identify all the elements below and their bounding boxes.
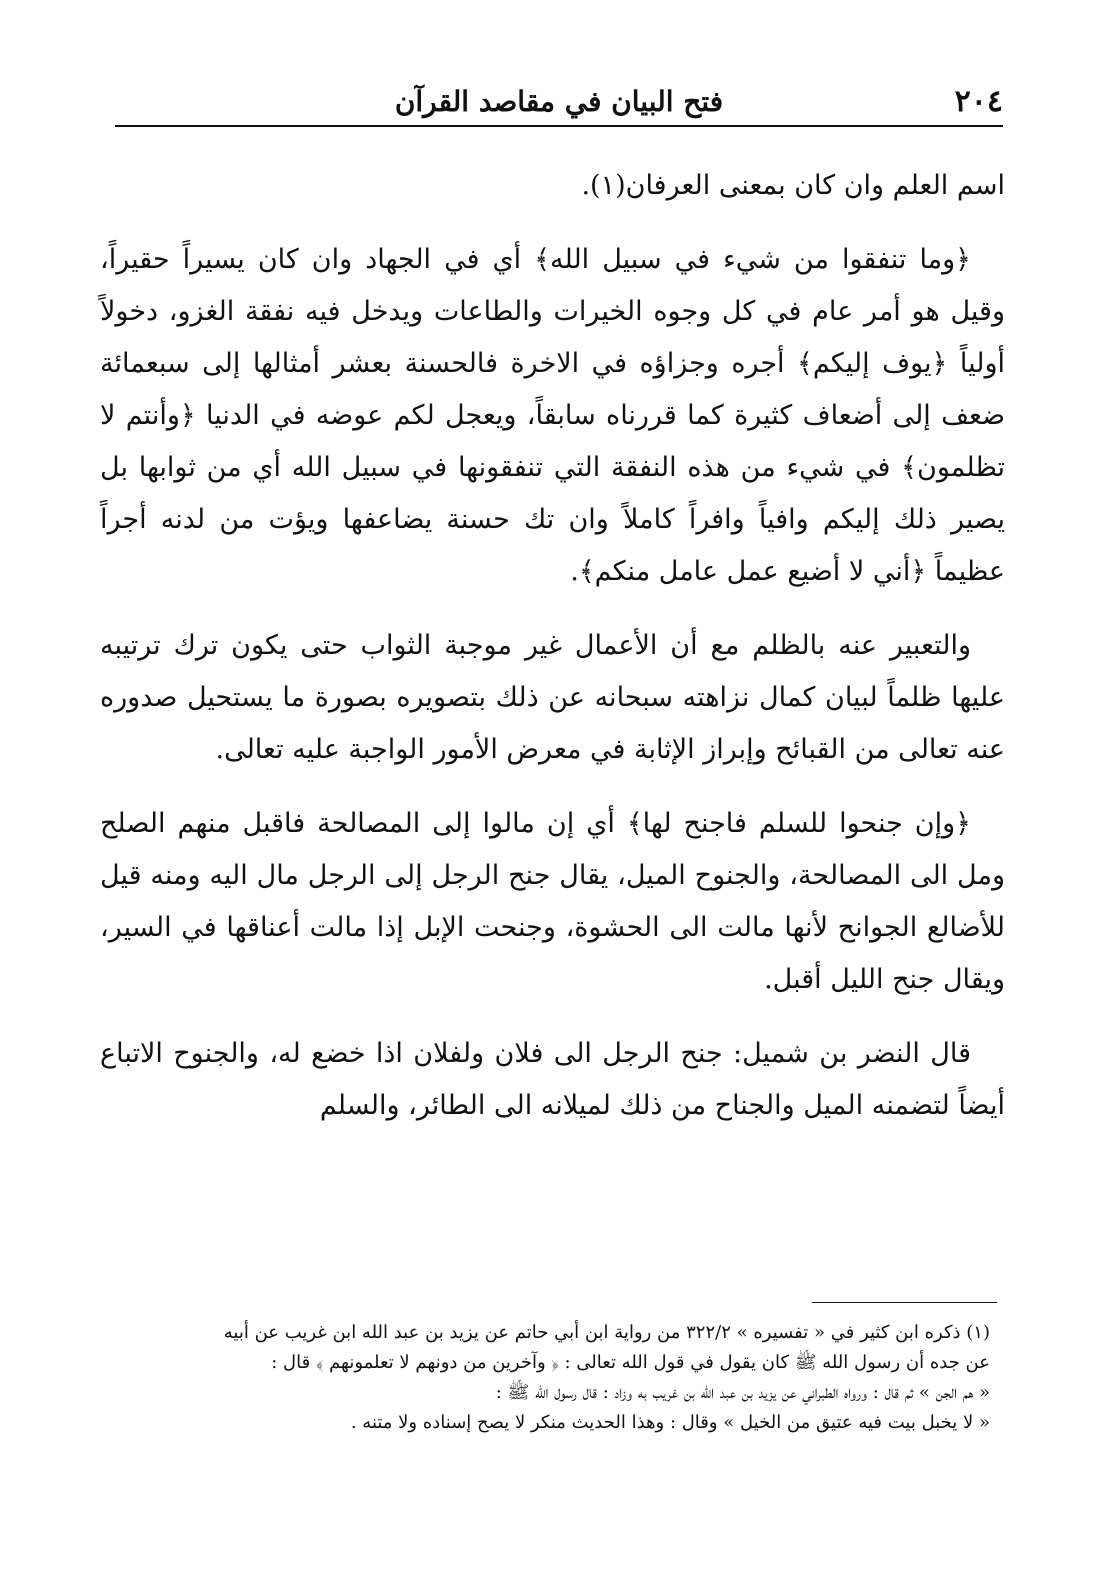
header-divider bbox=[115, 125, 1003, 127]
paragraph: ﴿وإن جنحوا للسلم فاجنح لها﴾ أي إن مالوا إلى المصالحة فاقبل منهم الصلح ومل الى المصالحة، والجنوح الميل، يقال جنح الرجل إلى الرجل مال اليه ومنه قيل للأضالع الجوانح لأنها مالت الى الحشوة، وجنحت الإبل إذا مالت أعناقها في السير، ويقال جنح الليل أقبل. bbox=[100, 808, 1005, 995]
paragraph: والتعبير عنه بالظلم مع أن الأعمال غير موجبة الثواب حتى يكون ترك ترتيبه عليها ظلماً لبيان كمال نزاهته سبحانه عن ذلك بتصويره بصورة ما يستحيل صدوره عنه تعالى من القبائح وإبراز الإثابة في معرض الأمور الواجبة عليه تعالى. bbox=[100, 630, 1005, 765]
page-number: ٢٠٤ bbox=[954, 84, 1003, 119]
page-header bbox=[115, 78, 1003, 124]
paragraph: اسم العلم وان كان بمعنى العرفان(١). bbox=[581, 170, 1005, 201]
main-text bbox=[100, 160, 1005, 1154]
footnote bbox=[100, 1318, 990, 1438]
footnote-divider bbox=[812, 1302, 997, 1303]
footnote-line: (١) ذكره ابن كثير في « تفسيره » ٣٢٢/٢ من رواية ابن أبي حاتم عن يزيد بن عبد الله ابن غريب عن أبيه bbox=[223, 1322, 990, 1343]
footnote-line: عن جده أن رسول الله ﷺ كان يقول في قول الله تعالى : ﴿ وآخرين من دونهم لا تعلمونهم ﴾ قال : bbox=[271, 1352, 990, 1373]
running-title: فتح البيان في مقاصد القرآن bbox=[394, 85, 724, 118]
footnote-line: « لا يخبل بيت فيه عتيق من الخيل » وقال : وهذا الحديث منكر لا يصح إسناده ولا متنه . bbox=[350, 1412, 990, 1433]
footnote-line: « هم الجن » ثم قال : ورواه الطبراني عن يزيد بن عبد الله بن غريب به وزاد : قال رسول الله ﷺ : bbox=[495, 1382, 990, 1403]
paragraph: قال النضر بن شميل: جنح الرجل الى فلان ولفلان اذا خضع له، والجنوح الاتباع أيضاً لتضمنه الميل والجناح من ذلك لميلانه الى الطائر، والسلم bbox=[100, 1038, 1005, 1121]
paragraph: ﴿وما تنفقوا من شيء في سبيل الله﴾ أي في الجهاد وان كان يسيراً حقيراً، وقيل هو أمر عام في كل وجوه الخيرات والطاعات ويدخل فيه نفقة الغزو، دخولاً أولياً ﴿يوف إليكم﴾ أجره وجزاؤه في الاخرة فالحسنة بعشر أمثالها إلى سبعمائة ضعف إلى أضعاف كثيرة كما قررناه سابقاً، ويعجل لكم عوضه في الدنيا ﴿وأنتم لا تظلمون﴾ في شيء من هذه النفقة التي تنفقونها في سبيل الله أي من ثوابها بل يصير ذلك إليكم وافياً وافراً كاملاً وان تك حسنة يضاعفها ويؤت من لدنه أجراً عظيماً ﴿أني لا أضيع عمل عامل منكم﴾. bbox=[100, 244, 1005, 587]
